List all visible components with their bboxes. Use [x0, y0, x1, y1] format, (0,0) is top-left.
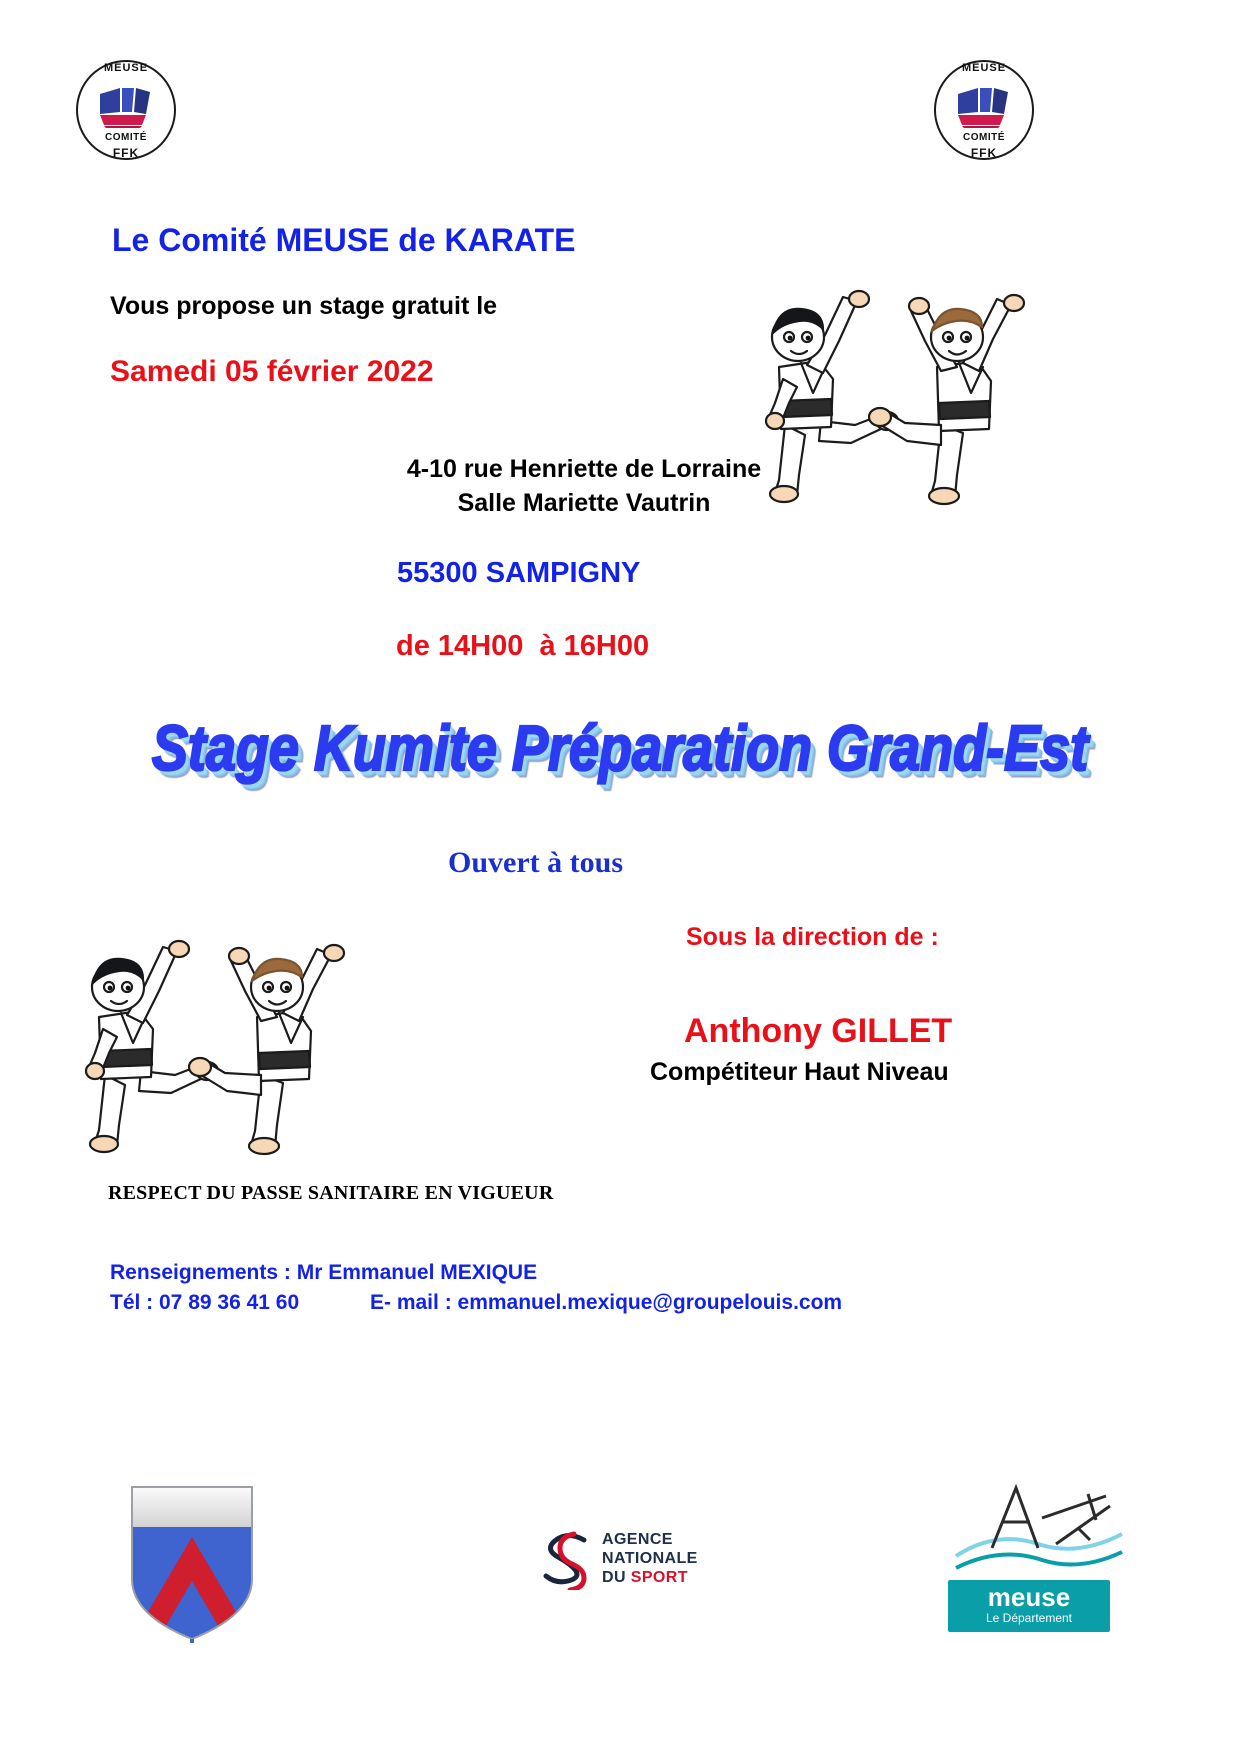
event-date: Samedi 05 février 2022: [110, 355, 434, 388]
event-hours: de 14H00 à 16H00: [396, 630, 650, 662]
ffk-logo-top-text: MEUSE: [961, 62, 1007, 74]
meuse-departement-tagline: Le Département: [985, 1611, 1073, 1625]
agence-nationale-du-sport-logo: [540, 1528, 780, 1598]
ffk-logo-middle-text: COMITÉ: [963, 132, 1005, 143]
ans-line-3: DU SPORT: [602, 1569, 688, 1586]
ffk-logo-left: [70, 48, 182, 180]
meuse-departement-logo: [938, 1478, 1138, 1638]
ans-line-2: NATIONALE: [602, 1550, 698, 1567]
instructor-role: Compétiteur Haut Niveau: [650, 1058, 949, 1086]
contact-email[interactable]: E- mail : emmanuel.mexique@groupelouis.com: [370, 1291, 843, 1314]
ffk-logo-bottom-text: FFK: [970, 146, 998, 160]
coat-of-arms-logo: [128, 1483, 256, 1643]
ans-mark-icon: [540, 1528, 598, 1590]
direction-label: Sous la direction de :: [686, 923, 939, 951]
instructor-name: Anthony GILLET: [684, 1012, 953, 1050]
contact-name: Renseignements : Mr Emmanuel MEXIQUE: [110, 1261, 538, 1284]
ffk-logo-middle-text: COMITÉ: [105, 132, 147, 143]
karate-kids-illustration-bottom: [55, 925, 355, 1165]
event-banner-title: Stage Kumite Préparation Grand-Est: [151, 713, 1089, 785]
ans-line-1: AGENCE: [602, 1531, 673, 1548]
ans-wordmark: [602, 1530, 698, 1587]
contact-phone: Tél : 07 89 36 41 60: [110, 1291, 300, 1314]
ffk-logo-right: [928, 48, 1040, 180]
karate-kids-illustration-top: [735, 275, 1035, 515]
offer-line: Vous propose un stage gratuit le: [110, 292, 498, 320]
ffk-fan-icon: [94, 84, 158, 128]
ffk-fan-icon: [952, 84, 1016, 128]
meuse-departement-band: [948, 1580, 1110, 1632]
address-line-2: Salle Mariette Vautrin: [457, 489, 711, 517]
meuse-graphic-icon: [938, 1478, 1138, 1588]
address-line-1: 4-10 rue Henriette de Lorraine: [406, 455, 762, 483]
ffk-logo-bottom-text: FFK: [112, 146, 140, 160]
meuse-departement-name: meuse: [987, 1582, 1071, 1612]
event-city: 55300 SAMPIGNY: [397, 557, 641, 589]
open-to-all: Ouvert à tous: [448, 846, 623, 879]
ffk-logo-top-text: MEUSE: [103, 62, 149, 74]
health-pass-notice: RESPECT DU PASSE SANITAIRE EN VIGUEUR: [108, 1182, 554, 1204]
page-title: Le Comité MEUSE de KARATE: [112, 222, 576, 258]
